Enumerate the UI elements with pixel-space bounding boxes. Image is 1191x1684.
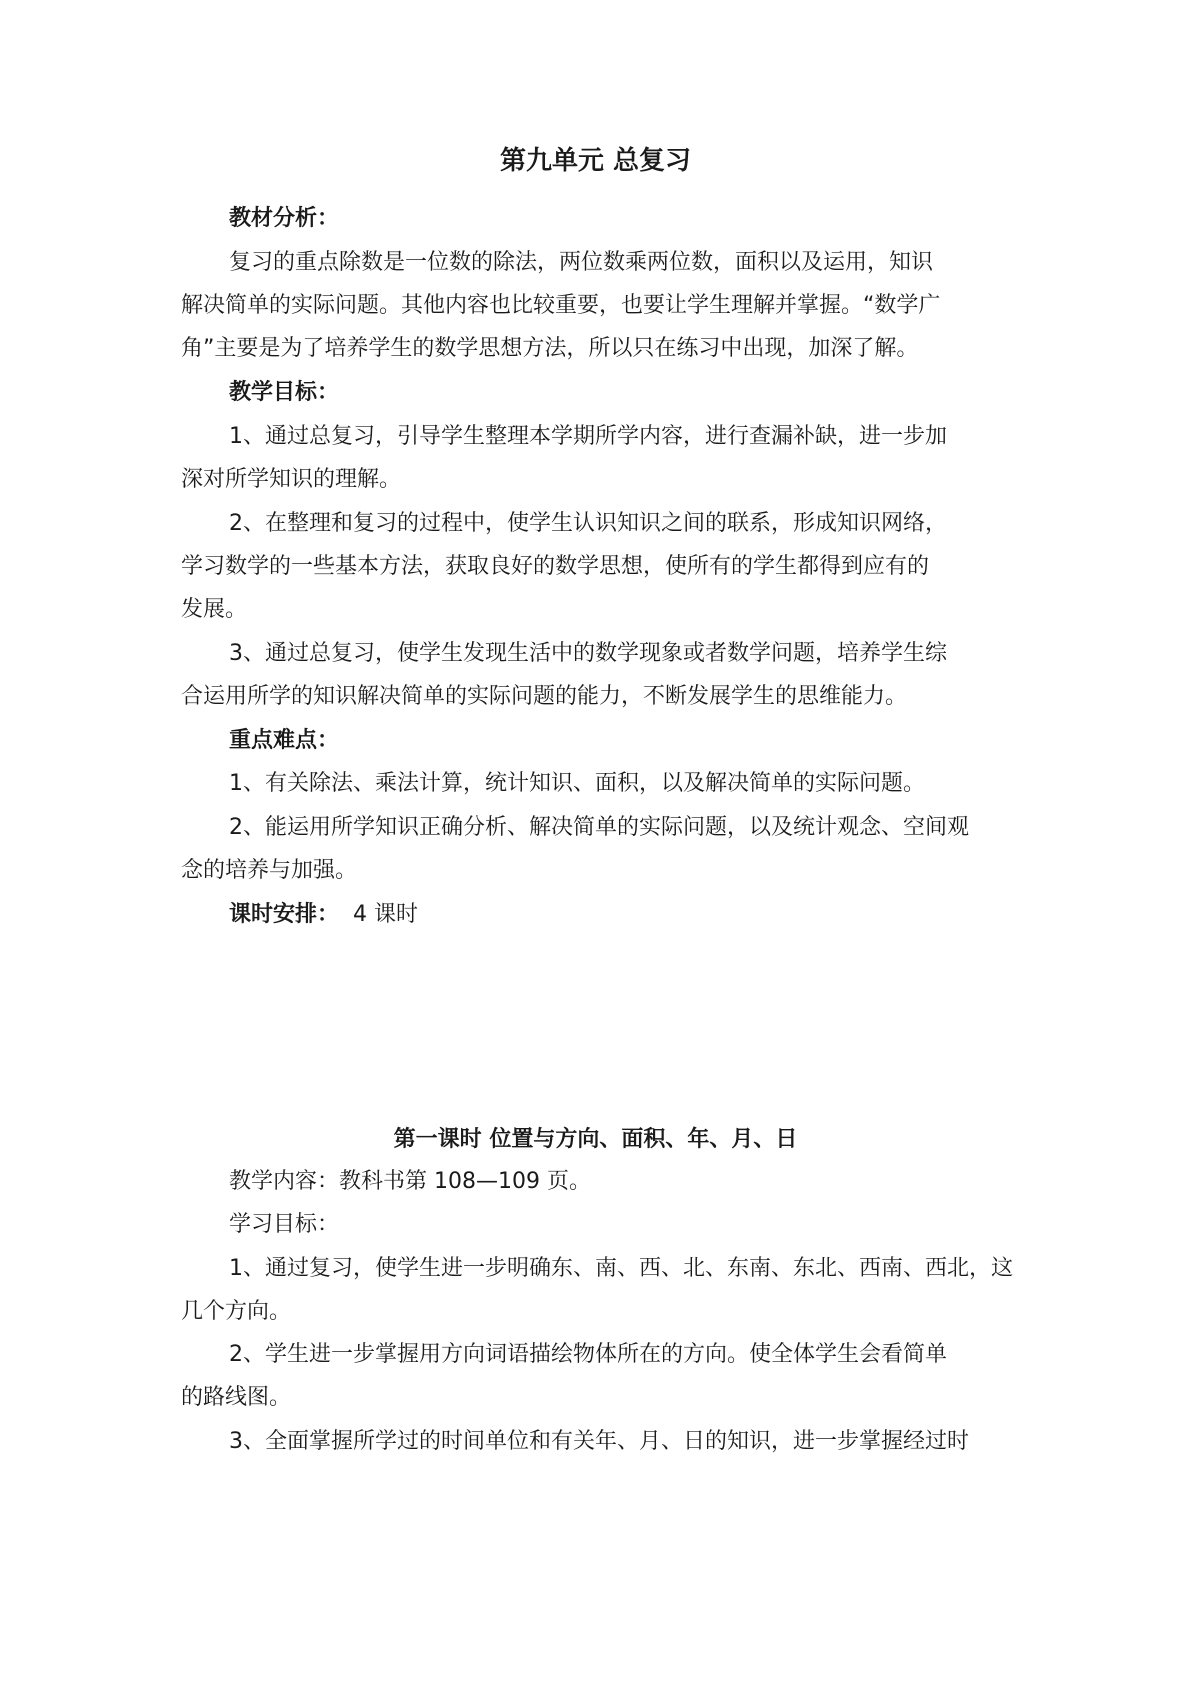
analysis-line-3: 角”主要是为了培养学生的数学思想方法，所以只在练习中出现，加深了解。 <box>181 336 919 361</box>
goal-3-line-1: 3、通过总复习，使学生发现生活中的数学现象或者数学问题，培养学生综 <box>229 641 947 666</box>
class-hours-line <box>229 899 1011 931</box>
objective-1-line-1: 1、通过复习，使学生进一步明确东、南、西、北、东南、东北、西南、西北，这 <box>229 1256 1013 1281</box>
class-hours-heading: 课时安排： <box>229 902 340 927</box>
goal-1-line-1: 1、通过总复习，引导学生整理本学期所学内容，进行查漏补缺，进一步加 <box>229 424 947 449</box>
analysis-line-1: 复习的重点除数是一位数的除法，两位数乘两位数，面积以及运用，知识 <box>229 250 934 275</box>
key-point-1: 1、有关除法、乘法计算，统计知识、面积，以及解决简单的实际问题。 <box>229 771 925 796</box>
goal-2-line-1: 2、在整理和复习的过程中，使学生认识知识之间的联系，形成知识网络， <box>229 511 947 536</box>
analysis-heading: 教材分析： <box>229 206 340 231</box>
goal-3-line-2: 合运用所学的知识解决简单的实际问题的能力，不断发展学生的思维能力。 <box>181 684 908 709</box>
lesson-1-objectives-heading: 学习目标： <box>229 1212 340 1237</box>
objective-3-line-1: 3、全面掌握所学过的时间单位和有关年、月、日的知识，进一步掌握经过时 <box>229 1429 969 1454</box>
goal-2-line-2: 学习数学的一些基本方法，获取良好的数学思想，使所有的学生都得到应有的 <box>181 554 930 579</box>
lesson-1-title: 第一课时 位置与方向、面积、年、月、日 <box>393 1127 798 1152</box>
analysis-line-2: 解决简单的实际问题。其他内容也比较重要，也要让学生理解并掌握。“数学广 <box>181 293 941 318</box>
goals-heading: 教学目标： <box>229 380 340 405</box>
goal-2-line-3: 发展。 <box>181 597 248 622</box>
key-point-2-line-2: 念的培养与加强。 <box>181 858 358 883</box>
lesson-1-content: 教学内容：教科书第 108—109 页。 <box>229 1169 591 1194</box>
objective-2-line-1: 2、学生进一步掌握用方向词语描绘物体所在的方向。使全体学生会看简单 <box>229 1342 947 1367</box>
class-hours-value: 4 课时 <box>353 902 419 927</box>
key-points-heading: 重点难点： <box>229 728 340 753</box>
document-title: 第九单元 总复习 <box>499 146 692 176</box>
objective-1-line-2: 几个方向。 <box>181 1299 292 1324</box>
key-point-2-line-1: 2、能运用所学知识正确分析、解决简单的实际问题，以及统计观念、空间观 <box>229 815 969 840</box>
objective-2-line-2: 的路线图。 <box>181 1385 292 1410</box>
goal-1-line-2: 深对所学知识的理解。 <box>181 467 402 492</box>
